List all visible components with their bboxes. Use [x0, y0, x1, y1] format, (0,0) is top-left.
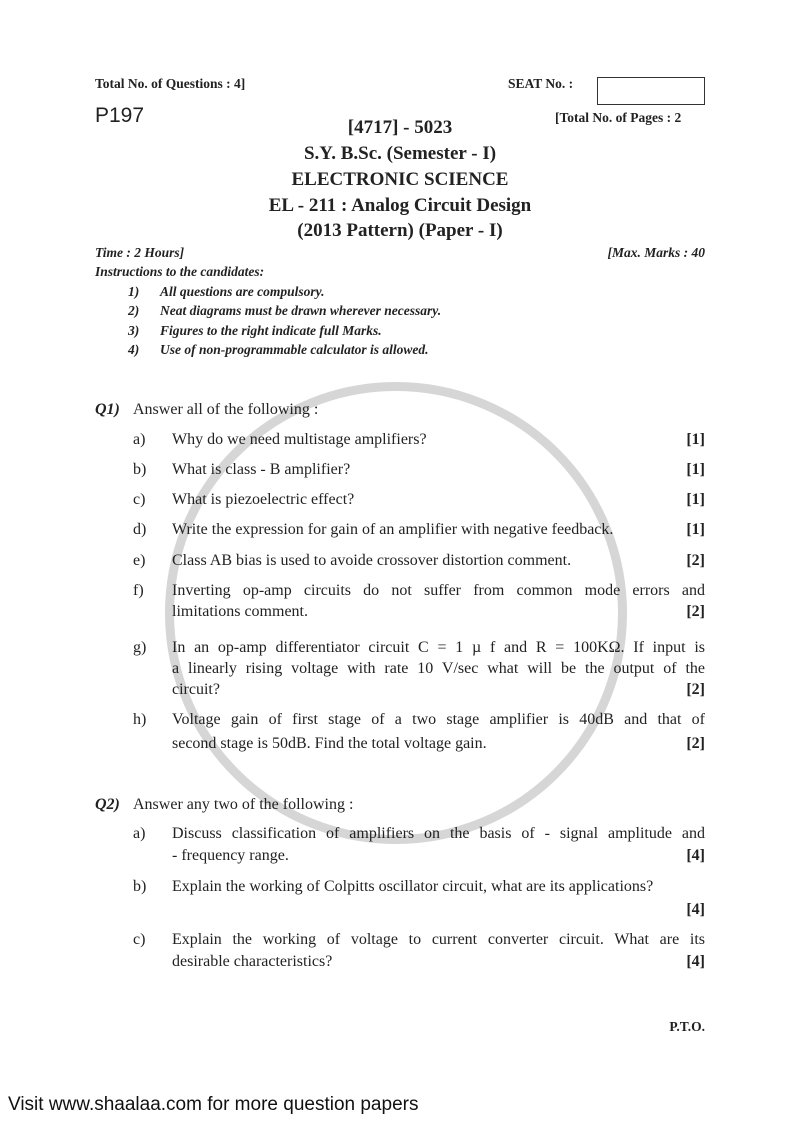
item-text-line: Inverting op-amp circuits do not suffer from common mode errors and [172, 582, 705, 599]
item-text-line: What is class - B amplifier? [172, 461, 351, 478]
item-text-line: Why do we need multistage amplifiers? [172, 431, 427, 448]
marks-badge: [4] [686, 847, 705, 864]
instruction-number: 1) [128, 284, 140, 299]
item-label: b) [133, 878, 147, 895]
marks-badge: [2] [686, 552, 705, 569]
marks-badge: [1] [686, 461, 705, 478]
marks-badge: [1] [686, 431, 705, 448]
pto-label: P.T.O. [669, 1019, 705, 1034]
item-text-line: Write the expression for gain of an amplifier with negative feedback. [172, 521, 614, 538]
question-label: Q2) [95, 796, 120, 813]
total-questions: Total No. of Questions : 4] [95, 76, 246, 91]
item-text-line: What is piezoelectric effect? [172, 491, 355, 508]
question-label: Q1) [95, 401, 120, 418]
item-label: b) [133, 461, 147, 478]
instruction-text: Neat diagrams must be drawn wherever necessary. [160, 303, 442, 318]
item-label: f) [133, 582, 144, 599]
item-label: e) [133, 552, 146, 569]
item-label: c) [133, 931, 146, 948]
item-label: d) [133, 521, 147, 538]
time-label: Time : 2 Hours] [95, 245, 185, 260]
instruction-text: All questions are compulsory. [160, 284, 325, 299]
marks-badge: [4] [686, 901, 705, 918]
item-label: a) [133, 825, 146, 842]
item-text-line: limitations comment. [172, 603, 308, 620]
total-pages: [Total No. of Pages : 2 [555, 110, 682, 125]
item-text-line: desirable characteristics? [172, 953, 333, 970]
item-text-line: a linearly rising voltage with rate 10 V/sec what will be the output of the [172, 660, 705, 677]
item-text-line: circuit? [172, 681, 220, 698]
instruction-text: Use of non-programmable calculator is allowed. [160, 342, 429, 357]
item-label: g) [133, 639, 147, 656]
marks-badge: [4] [686, 953, 705, 970]
paper-code: P197 [95, 104, 145, 127]
course-title: S.Y. B.Sc. (Semester - I) [303, 143, 497, 164]
item-text-line: Discuss classification of amplifiers on the basis of - signal amplitude and [172, 825, 705, 842]
paper-title: EL - 211 : Analog Circuit Design [268, 195, 532, 216]
item-label: c) [133, 491, 146, 508]
marks-badge: [1] [686, 521, 705, 538]
marks-badge: [2] [686, 735, 705, 752]
instruction-number: 3) [128, 323, 140, 338]
seat-number-box [597, 77, 705, 105]
seat-label: SEAT No. : [508, 76, 574, 91]
instruction-number: 2) [128, 303, 140, 318]
item-text-line: Explain the working of voltage to current converter circuit. What are its [172, 931, 705, 948]
item-text-line: - frequency range. [172, 847, 289, 864]
item-label: h) [133, 711, 147, 728]
marks-badge: [2] [686, 603, 705, 620]
exam-code: [4717] - 5023 [347, 117, 453, 138]
item-text-line: In an op-amp differentiator circuit C = 1 µ f and R = 100KΩ. If input is [172, 639, 705, 656]
max-marks: [Max. Marks : 40 [607, 245, 705, 260]
subject-title: ELECTRONIC SCIENCE [291, 169, 509, 190]
footer-link-text[interactable]: Visit www.shaalaa.com for more question papers [8, 1094, 419, 1115]
item-text-line: Voltage gain of first stage of a two stage amplifier is 40dB and that of [172, 711, 705, 728]
item-text-line: second stage is 50dB. Find the total voltage gain. [172, 735, 487, 752]
item-label: a) [133, 431, 146, 448]
pattern-title: (2013 Pattern) (Paper - I) [297, 220, 503, 241]
question-prompt: Answer any two of the following : [133, 796, 354, 813]
instruction-number: 4) [128, 342, 140, 357]
item-text-line: Class AB bias is used to avoide crossover distortion comment. [172, 552, 572, 569]
item-text-line: Explain the working of Colpitts oscillator circuit, what are its applications? [172, 878, 654, 895]
marks-badge: [2] [686, 681, 705, 698]
instructions-title: Instructions to the candidates: [95, 264, 265, 279]
question-prompt: Answer all of the following : [133, 401, 319, 418]
instruction-text: Figures to the right indicate full Marks. [160, 323, 382, 338]
marks-badge: [1] [686, 491, 705, 508]
